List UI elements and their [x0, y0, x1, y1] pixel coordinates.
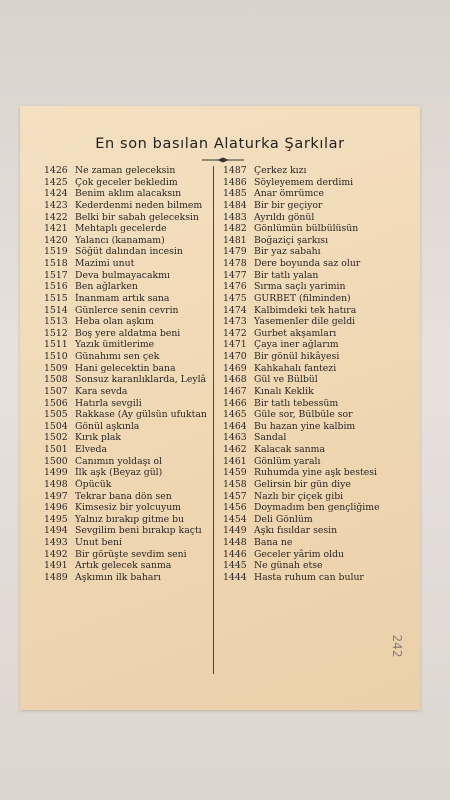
song-entry	[223, 456, 415, 468]
song-entry	[223, 467, 415, 479]
song-title: Ne zaman geleceksin	[75, 165, 176, 176]
song-number: 1505	[44, 409, 68, 421]
song-title: Anar ömrümce	[254, 188, 325, 200]
song-entry	[44, 305, 212, 317]
song-title: Unut beni	[75, 537, 122, 548]
song-entry	[223, 374, 415, 386]
song-entry	[223, 270, 415, 282]
song-title: Artık gelecek sanma	[75, 560, 172, 572]
song-number: 1446	[223, 548, 247, 560]
song-number: 1519	[44, 246, 68, 258]
song-title: Sırma saçlı yarimin	[254, 281, 346, 293]
song-title: Elveda	[75, 444, 108, 455]
song-number: 1469	[223, 362, 247, 374]
song-entry	[44, 444, 212, 456]
song-entry	[223, 444, 415, 456]
song-title: Mehtaplı gecelerde	[75, 223, 167, 235]
song-title: Boğaziçi şarkısı	[254, 234, 329, 246]
song-entry	[44, 467, 212, 479]
song-number: 1491	[44, 560, 68, 572]
song-entry	[223, 386, 415, 398]
song-entry	[223, 212, 415, 224]
song-entry	[44, 386, 212, 398]
song-number: 1477	[223, 269, 247, 281]
song-number: 1495	[44, 513, 68, 525]
song-number: 1515	[44, 292, 68, 304]
song-title: Kara sevda	[75, 385, 128, 397]
song-number: 1518	[44, 258, 68, 269]
song-title: Ruhumda yine aşk bestesi	[254, 467, 378, 479]
song-title: Geceler yârim oldu	[254, 548, 345, 560]
song-title: İlk aşk (Beyaz gül)	[75, 467, 163, 479]
song-number: 1454	[223, 513, 247, 525]
song-entry	[44, 200, 212, 212]
song-entry	[223, 549, 415, 561]
song-title: Dere boyunda saz olur	[254, 258, 361, 269]
song-title: Çok geceler bekledim	[75, 176, 178, 188]
song-entry	[223, 246, 415, 258]
song-number: 1506	[44, 397, 68, 409]
song-number: 1457	[223, 490, 247, 502]
song-title: Gelirsin bir gün diye	[254, 478, 351, 490]
song-title: Gönül aşkınla	[75, 420, 140, 432]
song-number: 1421	[44, 223, 68, 235]
song-entry	[44, 537, 212, 549]
song-entry	[44, 525, 212, 537]
song-entry	[223, 479, 415, 491]
song-title: Nazlı bir çiçek gibi	[254, 490, 344, 502]
song-number: 1474	[223, 304, 247, 316]
song-entry	[223, 514, 415, 526]
song-title: Doymadım ben gençliğime	[254, 502, 380, 514]
song-title: İnanmam artık sana	[75, 292, 170, 304]
song-title: Öpücük	[75, 478, 112, 490]
song-entry	[223, 188, 415, 200]
song-entry	[223, 293, 415, 305]
song-title: Kalbimdeki tek hatıra	[254, 304, 357, 316]
song-entry	[223, 432, 415, 444]
song-number: 1494	[44, 525, 68, 537]
song-number: 1517	[44, 269, 68, 281]
song-number: 1482	[223, 223, 247, 235]
song-number: 1504	[44, 420, 68, 432]
song-entry	[44, 177, 212, 189]
song-entry	[44, 212, 212, 224]
song-title: Söğüt dalından incesin	[75, 246, 183, 258]
song-entry	[44, 281, 212, 293]
song-number: 1497	[44, 490, 68, 502]
song-number: 1516	[44, 281, 68, 293]
song-entry	[44, 398, 212, 410]
song-list-right	[223, 165, 415, 584]
song-title: Mazimi unut	[75, 258, 135, 269]
song-number: 1507	[44, 385, 68, 397]
song-number: 1478	[223, 258, 247, 269]
song-entry	[44, 351, 212, 363]
song-title: Bir yaz sabahı	[254, 246, 321, 258]
song-title: Bir gönül hikâyesi	[254, 351, 340, 362]
song-entry	[44, 421, 212, 433]
song-number: 1483	[223, 211, 247, 223]
song-number: 1462	[223, 444, 247, 455]
song-number: 1465	[223, 409, 247, 421]
song-number: 1458	[223, 478, 247, 490]
song-title: Bir tatlı yalan	[254, 269, 319, 281]
song-number: 1471	[223, 339, 247, 351]
song-number: 1475	[223, 292, 247, 304]
song-entry	[223, 177, 415, 189]
song-entry	[44, 316, 212, 328]
song-title: Yalnız bırakıp gitme bu	[75, 513, 185, 525]
song-entry	[223, 491, 415, 503]
song-title: Kimsesiz bir yolcuyum	[75, 502, 182, 514]
song-title: Gönlüm yaralı	[254, 455, 321, 467]
song-title: Çerkez kızı	[254, 165, 307, 176]
song-number: 1498	[44, 478, 68, 490]
song-list-left	[44, 165, 212, 584]
song-number: 1492	[44, 548, 68, 560]
song-entry	[44, 235, 212, 247]
song-title: Rakkase (Ay gülsün ufuktan	[75, 409, 207, 421]
song-title: Gönlümün bülbülüsün	[254, 223, 359, 235]
song-title: Deli Gönlüm	[254, 513, 313, 525]
song-title: Bu hazan yine kalbim	[254, 420, 356, 432]
song-entry	[44, 514, 212, 526]
song-entry	[223, 165, 415, 177]
song-entry	[44, 374, 212, 386]
song-title: Hani gelecektin bana	[75, 362, 176, 374]
song-number: 1466	[223, 397, 247, 409]
song-entry	[44, 549, 212, 561]
song-entry	[223, 351, 415, 363]
song-entry	[223, 560, 415, 572]
song-title: Bir tatlı tebessüm	[254, 397, 339, 409]
song-title: Bir görüşte sevdim seni	[75, 548, 187, 560]
song-entry	[223, 421, 415, 433]
song-entry	[44, 572, 212, 584]
song-entry	[223, 363, 415, 375]
song-title: Güle sor, Bülbüle sor	[254, 409, 353, 421]
song-title: Belki bir sabah geleceksin	[75, 211, 199, 223]
song-title: Boş yere aldatma beni	[75, 327, 181, 339]
song-entry	[223, 223, 415, 235]
song-entry	[223, 398, 415, 410]
song-title: Ben ağlarken	[75, 281, 138, 293]
song-title: Kırık plak	[75, 432, 122, 444]
song-number: 1444	[223, 571, 247, 583]
song-number: 1459	[223, 467, 247, 479]
song-title: Deva bulmayacakmı	[75, 269, 170, 281]
song-entry	[44, 188, 212, 200]
song-entry	[223, 200, 415, 212]
song-title: Canımın yoldaşı ol	[75, 455, 162, 467]
song-number: 1502	[44, 432, 68, 444]
song-number: 1487	[223, 165, 247, 176]
song-title: Aşkı fısıldar sesin	[254, 525, 338, 537]
song-entry	[44, 270, 212, 282]
song-entry	[223, 502, 415, 514]
song-title: Gül ve Bülbül	[254, 374, 318, 386]
song-number: 1496	[44, 502, 68, 514]
song-title: Ayrıldı gönül	[254, 211, 315, 223]
song-title: Benim aklım alacaksın	[75, 188, 182, 200]
column-divider	[213, 166, 214, 674]
song-number: 1467	[223, 385, 247, 397]
song-entry	[44, 456, 212, 468]
song-entry	[44, 502, 212, 514]
song-number: 1461	[223, 455, 247, 467]
song-title: Bana ne	[254, 537, 293, 548]
song-number: 1500	[44, 455, 68, 467]
song-entry	[223, 339, 415, 351]
song-number: 1510	[44, 351, 68, 362]
song-entry	[223, 537, 415, 549]
song-entry	[44, 293, 212, 305]
song-entry	[44, 328, 212, 340]
song-entry	[223, 525, 415, 537]
song-title: Yalancı (kanamam)	[75, 234, 165, 246]
song-entry	[223, 572, 415, 584]
song-number: 1448	[223, 537, 247, 548]
song-entry	[44, 246, 212, 258]
song-number: 1485	[223, 188, 247, 200]
song-entry	[223, 235, 415, 247]
song-title: Gurbet akşamları	[254, 327, 337, 339]
song-title: Kederdenmi neden bilmem	[75, 199, 203, 211]
song-entry	[44, 339, 212, 351]
song-entry	[44, 363, 212, 375]
song-number: 1449	[223, 525, 247, 537]
song-title: Yazık ümitlerime	[75, 339, 155, 351]
song-entry	[44, 409, 212, 421]
song-entry	[44, 258, 212, 270]
song-title: Yasemenler dile geldi	[254, 316, 356, 328]
song-title: Tekrar bana dön sen	[75, 490, 172, 502]
page-title: En son basılan Alaturka Şarkılar	[95, 136, 345, 152]
song-number: 1509	[44, 362, 68, 374]
song-number: 1463	[223, 432, 247, 444]
song-number: 1464	[223, 420, 247, 432]
song-title: Sevgilim beni bırakıp kaçtı	[75, 525, 202, 537]
song-number: 1501	[44, 444, 68, 455]
song-title: Ne günah etse	[254, 560, 323, 572]
song-number: 1468	[223, 374, 247, 386]
song-title: Günlerce senin cevrin	[75, 304, 179, 316]
song-entry	[223, 409, 415, 421]
song-entry	[44, 491, 212, 503]
song-number: 1470	[223, 351, 247, 362]
handwritten-note	[386, 622, 408, 670]
song-number: 1489	[44, 571, 68, 583]
song-number: 1424	[44, 188, 68, 200]
song-entry	[223, 281, 415, 293]
song-title: Söyleyemem derdimi	[254, 176, 354, 188]
song-number: 1422	[44, 211, 68, 223]
song-number: 1476	[223, 281, 247, 293]
song-number: 1513	[44, 316, 68, 328]
song-title: Kalacak sanma	[254, 444, 326, 455]
song-number: 1486	[223, 176, 247, 188]
song-number: 1493	[44, 537, 68, 548]
song-title: Sandal	[254, 432, 287, 444]
song-list-sheet	[20, 106, 420, 710]
song-title: Heba olan aşkım	[75, 316, 154, 328]
song-entry	[223, 305, 415, 317]
song-number: 1481	[223, 234, 247, 246]
song-entry	[223, 328, 415, 340]
song-number: 1514	[44, 304, 68, 316]
song-title: Aşkımın ilk baharı	[75, 571, 161, 583]
song-entry	[44, 432, 212, 444]
song-title: Bir bir geçiyor	[254, 199, 323, 211]
svg-text:242: 242	[390, 634, 404, 658]
song-number: 1484	[223, 199, 247, 211]
song-title: Kahkahalı fantezi	[254, 362, 337, 374]
song-title: Sonsuz karanlıklarda, Leylâ	[75, 374, 207, 386]
song-number: 1426	[44, 165, 68, 176]
song-number: 1473	[223, 316, 247, 328]
song-title: GURBET (filminden)	[254, 292, 351, 304]
song-number: 1456	[223, 502, 247, 514]
song-number: 1511	[44, 339, 68, 351]
song-title: Kınalı Keklik	[254, 385, 314, 397]
song-number: 1512	[44, 327, 68, 339]
song-title: Hasta ruhum can bulur	[254, 571, 364, 583]
song-title: Çaya iner ağlarım	[254, 339, 339, 351]
song-entry	[44, 165, 212, 177]
song-number: 1423	[44, 199, 68, 211]
song-title: Günahımı sen çek	[75, 351, 160, 362]
song-number: 1425	[44, 176, 68, 188]
song-entry	[44, 223, 212, 235]
song-entry	[223, 316, 415, 328]
song-number: 1508	[44, 374, 68, 386]
song-number: 1479	[223, 246, 247, 258]
song-number: 1445	[223, 560, 247, 572]
title-ornament	[202, 157, 244, 163]
song-entry	[44, 479, 212, 491]
song-title: Hatırla sevgili	[75, 397, 142, 409]
song-entry	[44, 560, 212, 572]
song-number: 1499	[44, 467, 68, 479]
song-entry	[223, 258, 415, 270]
song-number: 1472	[223, 327, 247, 339]
song-number: 1420	[44, 234, 68, 246]
